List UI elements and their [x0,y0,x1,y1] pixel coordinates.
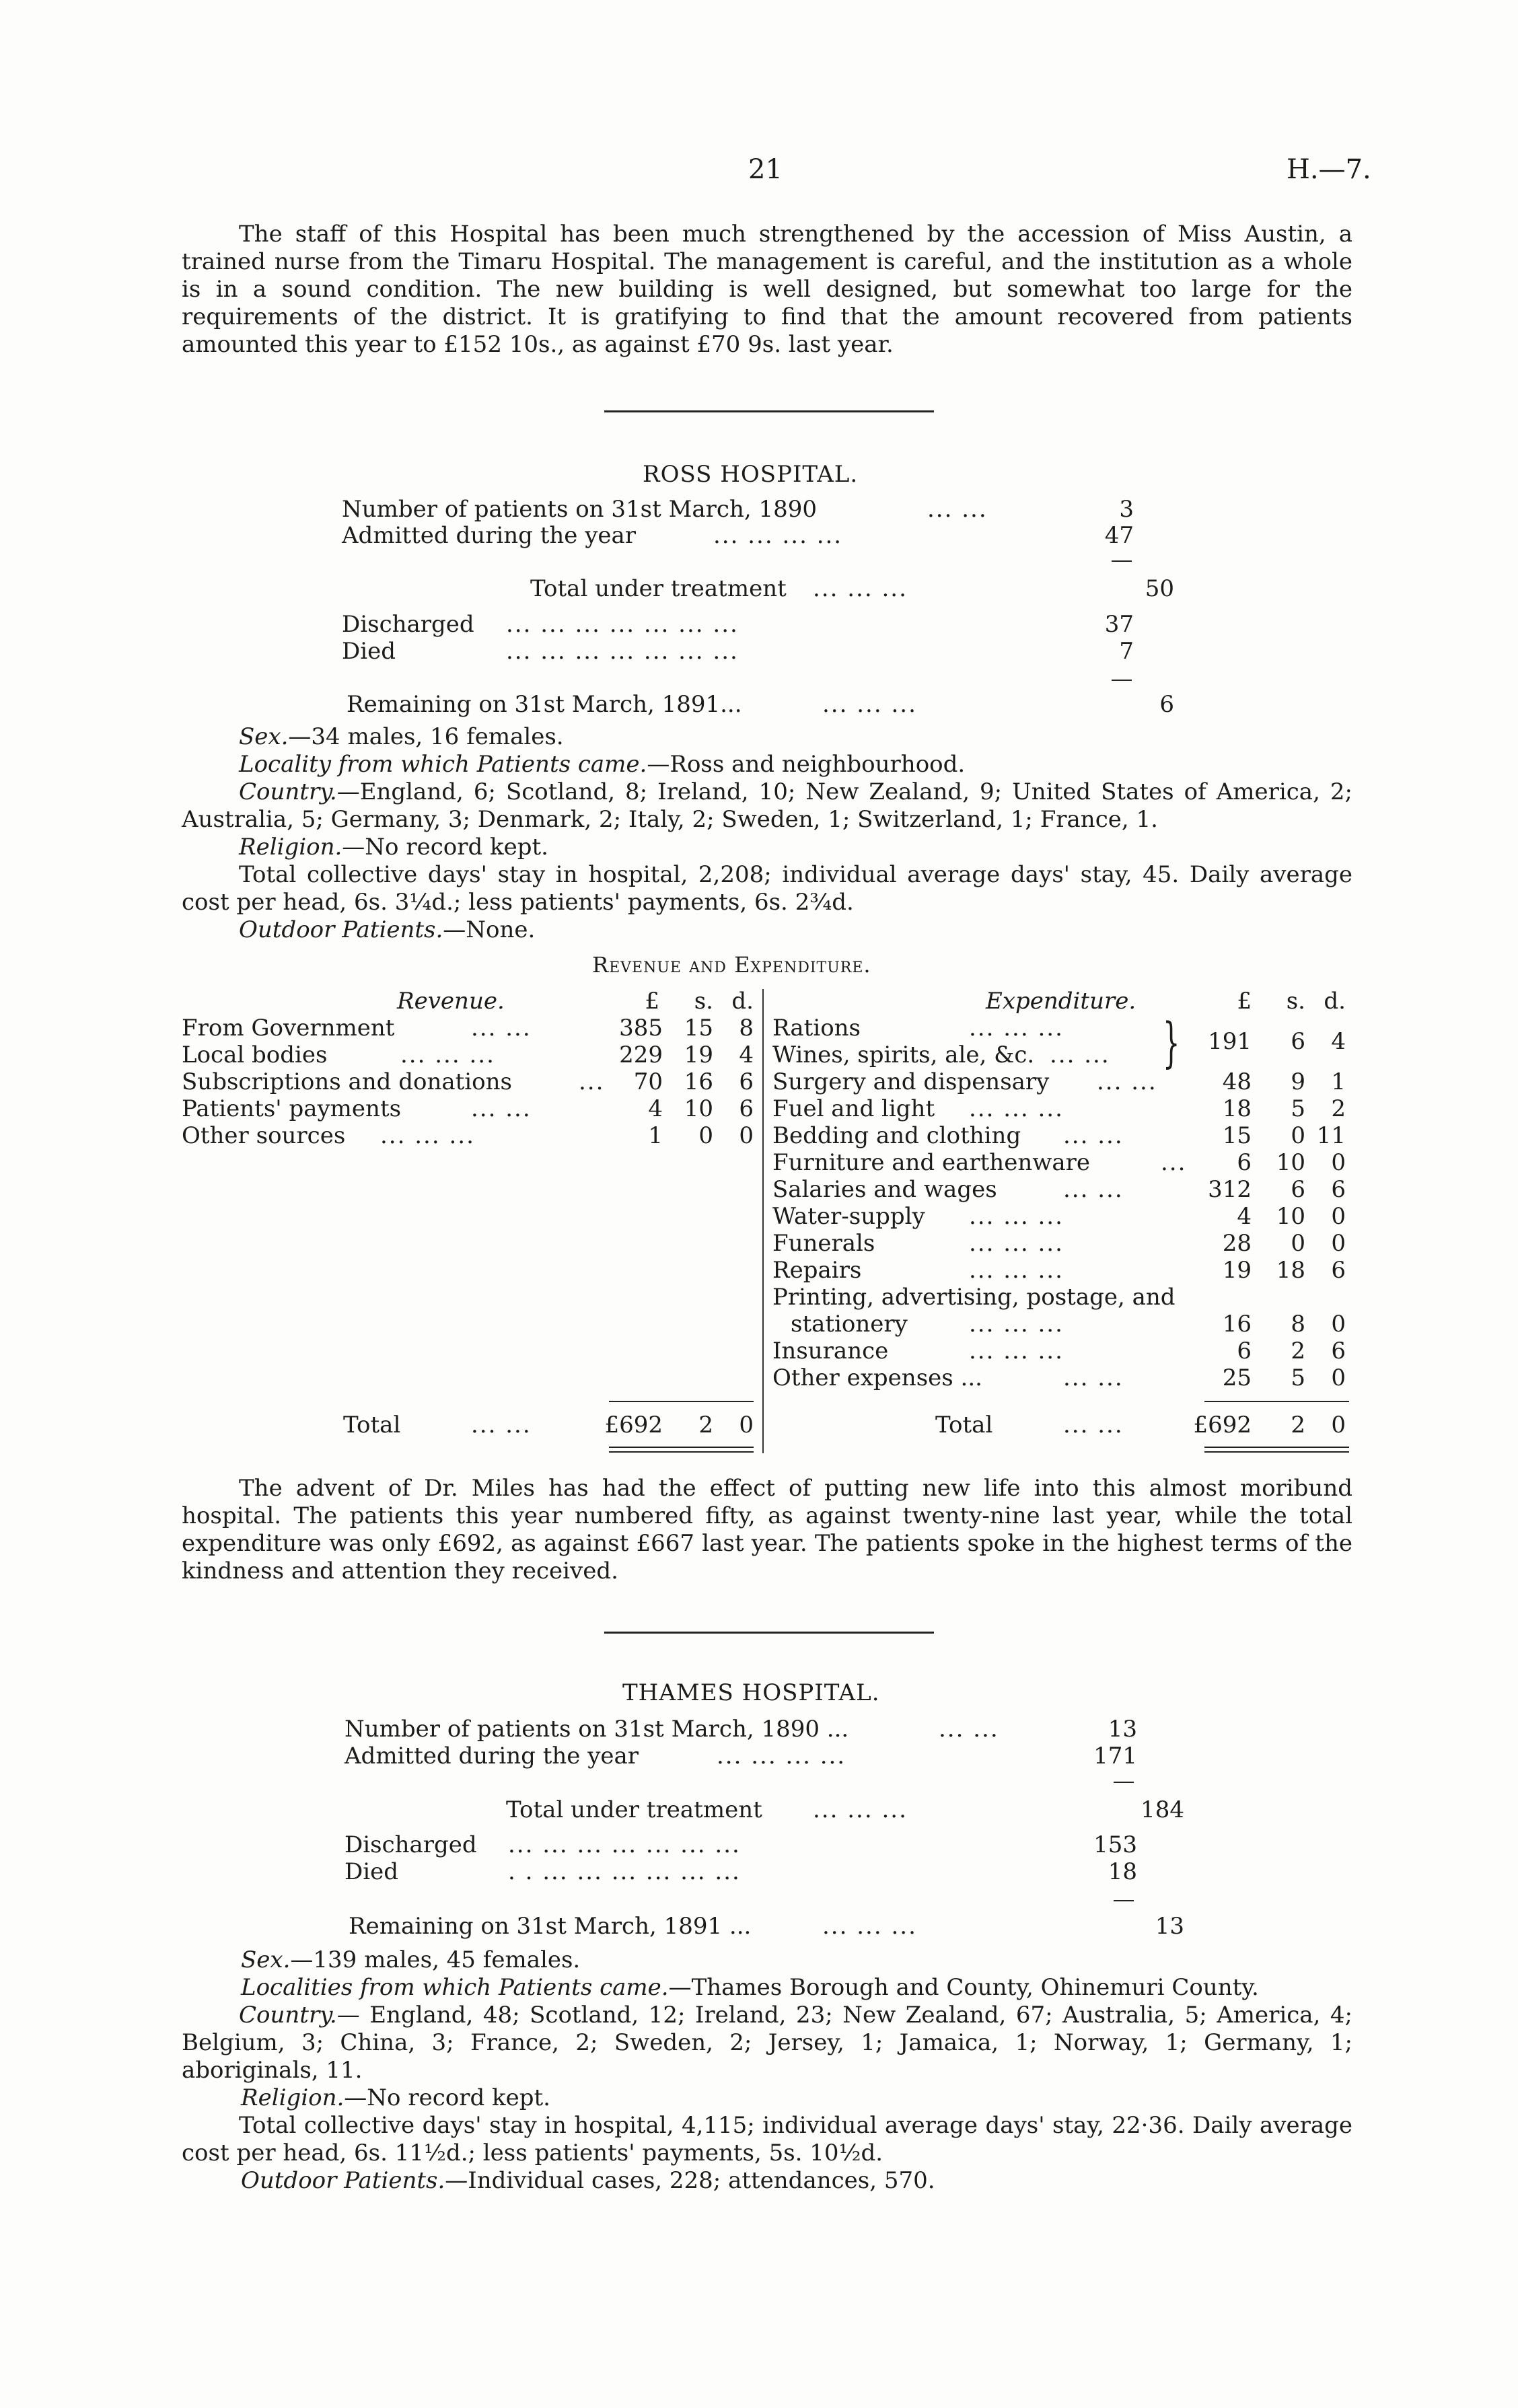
expenditure-label: Salaries and wages [772,1176,997,1203]
col-pence: d. [731,988,754,1015]
revenue-shillings: 16 [684,1068,713,1095]
summary-label: Admitted during the year [342,522,637,549]
intro-paragraph: The staff of this Hospital has been much strengthened by the accession of Miss Austin, a trained nurse from the Timaru Hospital. The management is careful, and the institution as a whole is in a sound condition. The new building is well designed, but somewhat too large for the requirements of the district. It is gratifying to find that the amount recovered from patients amounted this year to £152 10s., as against £70 9s. last year. [182,221,1352,358]
expenditure-total-pounds: £692 [1193,1412,1252,1438]
revenue-pounds: 70 [633,1068,663,1095]
leader-dots: ... ... ... [813,575,908,602]
leader-dots: ... ... [1063,1412,1124,1438]
thames-sex: Sex.—139 males, 45 females. [241,1946,581,1973]
summary-label: Total under treatment [530,575,787,602]
expenditure-shillings: 18 [1276,1257,1305,1284]
revenue-pounds: 1 [648,1122,663,1149]
leader-dots: ... ... ... [969,1338,1064,1364]
summary-label: Discharged [345,1831,477,1858]
summary-value: 3 [1119,496,1134,523]
leader-dots: ... ... [1050,1042,1110,1068]
leader-dots: ... ... [471,1095,532,1122]
ross-comment-paragraph: The advent of Dr. Miles has had the effect of putting new life into this almost moribund hospital. The patients this year numbered fifty, as against twenty-nine last year, while the total expenditure was only £692, as against £667 last year. The patients spoke in the highest terms of the kindness and attention they received. [182,1475,1352,1584]
expenditure-label: Rations [772,1015,861,1042]
double-rule [1204,1447,1349,1448]
thames-religion: Religion.—No record kept. [241,2084,550,2111]
expenditure-total-pence: 0 [1331,1412,1346,1438]
revenue-label: From Government [182,1015,395,1042]
summary-label: Died [342,638,396,665]
thames-locality: Localities from which Patients came.—Thames Borough and County, Ohinemuri County. [241,1974,1259,2001]
summary-value: 50 [1145,575,1174,602]
summary-label: Remaining on 31st March, 1891... [347,691,742,718]
expenditure-label: Furniture and earthenware [772,1149,1090,1176]
ross-sex: Sex.—34 males, 16 females. [239,723,564,750]
summary-label: Number of patients on 31st March, 1890 [342,496,817,523]
column-divider [762,989,764,1453]
leader-dots: ... ... ... [813,1796,908,1823]
col-pounds: £ [1237,988,1252,1015]
rule [1112,680,1132,681]
revenue-pence: 4 [739,1042,754,1068]
expenditure-label: Insurance [772,1338,889,1364]
rule [1114,1900,1134,1901]
rule [1112,560,1132,562]
summary-label: Remaining on 31st March, 1891 ... [349,1913,752,1940]
expenditure-label: Fuel and light [772,1095,935,1122]
expenditure-pence: 6 [1331,1257,1346,1284]
leader-dots: ... ... ... ... [717,1743,846,1769]
expenditure-pounds: 28 [1222,1230,1252,1257]
summary-label: Discharged [342,611,474,638]
leader-dots: ... ... ... [969,1230,1064,1257]
expenditure-shillings: 10 [1276,1149,1305,1176]
leader-dots: ... ... [939,1716,999,1743]
expenditure-shillings: 10 [1276,1203,1305,1230]
leader-dots: ... ... [1063,1364,1124,1391]
expenditure-pounds: 15 [1222,1122,1252,1149]
thames-outdoor: Outdoor Patients.—Individual cases, 228; attendances, 570. [241,2167,935,2194]
summary-value: 7 [1119,638,1134,665]
section-divider [604,1632,934,1634]
summary-value: 6 [1159,691,1174,718]
revenue-pence: 6 [739,1095,754,1122]
expenditure-shillings: 6 [1291,1028,1305,1055]
revenue-shillings: 15 [684,1015,713,1042]
revenue-pounds: 385 [619,1015,663,1042]
expenditure-total-shillings: 2 [1291,1412,1305,1438]
revenue-label: Subscriptions and donations [182,1068,512,1095]
expenditure-label: Bedding and clothing [772,1122,1021,1149]
expenditure-shillings: 2 [1291,1338,1305,1364]
expenditure-pounds: 25 [1222,1364,1252,1391]
brace: } [1163,1011,1180,1074]
summary-value: 18 [1108,1858,1137,1885]
col-shillings: s. [1286,988,1305,1015]
leader-dots: ... ... ... [969,1095,1064,1122]
expenditure-heading: Expenditure. [986,988,1136,1015]
leader-dots: ... ... ... ... ... ... ... [506,611,739,638]
document-reference: H.—7. [1287,154,1371,185]
summary-label: Died [345,1858,399,1885]
summary-value: 153 [1093,1831,1137,1858]
leader-dots: ... ... ... [969,1015,1064,1042]
revenue-pence: 6 [739,1068,754,1095]
expenditure-pence: 2 [1331,1095,1346,1122]
expenditure-pounds: 48 [1222,1068,1252,1095]
double-rule [1204,1451,1349,1453]
leader-dots: . . ... ... ... ... ... ... [508,1858,741,1885]
expenditure-shillings: 5 [1291,1095,1305,1122]
leader-dots: ... [1161,1149,1187,1176]
expenditure-pence: 6 [1331,1176,1346,1203]
expenditure-label: Surgery and dispensary [772,1068,1050,1095]
leader-dots: ... ... ... [400,1042,495,1068]
expenditure-pence: 4 [1331,1028,1346,1055]
summary-value: 47 [1104,522,1134,549]
revenue-total-pounds: £692 [604,1412,663,1438]
leader-dots: ... ... [1097,1068,1157,1095]
revenue-total-label: Total [343,1412,401,1438]
revenue-pounds: 4 [648,1095,663,1122]
expenditure-shillings: 6 [1291,1176,1305,1203]
expenditure-pounds: 6 [1237,1338,1252,1364]
summary-value: 37 [1104,611,1134,638]
leader-dots: ... ... ... [380,1122,475,1149]
expenditure-shillings: 5 [1291,1364,1305,1391]
leader-dots: ... ... [471,1015,532,1042]
ross-hospital-title: ROSS HOSPITAL. [643,461,859,488]
total-rule [1204,1401,1349,1402]
leader-dots: ... ... ... [822,1913,917,1940]
expenditure-label: Water-supply [772,1203,925,1230]
expenditure-pounds: 19 [1222,1257,1252,1284]
revenue-label: Patients' payments [182,1095,402,1122]
revenue-pence: 8 [739,1015,754,1042]
expenditure-shillings: 0 [1291,1122,1305,1149]
expenditure-pence: 0 [1331,1149,1346,1176]
expenditure-pounds: 191 [1208,1028,1252,1055]
summary-label: Number of patients on 31st March, 1890 ... [345,1716,849,1743]
summary-value: 13 [1108,1716,1137,1743]
total-rule [609,1401,754,1402]
expenditure-label: Wines, spirits, ale, &c. [772,1042,1035,1068]
expenditure-pounds: 312 [1208,1176,1252,1203]
revenue-label: Other sources [182,1122,346,1149]
revenue-heading: Revenue. [397,988,505,1015]
leader-dots: ... ... [927,496,988,523]
revenue-total-shillings: 2 [698,1412,713,1438]
expenditure-pounds: 16 [1222,1311,1252,1338]
summary-value: 13 [1155,1913,1184,1940]
expenditure-pence: 0 [1331,1311,1346,1338]
leader-dots: ... ... ... [822,691,917,718]
expenditure-label: stationery [791,1311,908,1338]
ross-locality: Locality from which Patients came.—Ross and neighbourhood. [239,751,966,778]
expenditure-pence: 1 [1331,1068,1346,1095]
summary-label: Total under treatment [506,1796,762,1823]
ross-stay: Total collective days' stay in hospital, 2,208; individual average days' stay, 45. Daily average cost per head, 6s. 3¼d.; less patients' payments, 6s. 2¾d. [182,861,1352,916]
ross-religion: Religion.—No record kept. [239,834,548,861]
leader-dots: ... ... [1063,1176,1124,1203]
expenditure-pounds: 18 [1222,1095,1252,1122]
thames-country: Country.— England, 48; Scotland, 12; Ireland, 23; New Zealand, 67; Australia, 5; America, 4; Belgium, 3; China, 3; France, 2; Sweden, 2; Jersey, 1; Jamaica, 1; Norway, 1; Germany, 1; aboriginals, 11. [182,2002,1352,2084]
leader-dots: ... ... ... [969,1203,1064,1230]
col-shillings: s. [694,988,713,1015]
expenditure-label: Funerals [772,1230,875,1257]
leader-dots: ... ... ... ... ... ... ... [506,638,739,665]
page-number: 21 [748,154,783,185]
expenditure-shillings: 8 [1291,1311,1305,1338]
expenditure-pence: 0 [1331,1364,1346,1391]
rule [1114,1782,1134,1783]
double-rule [609,1451,754,1453]
revenue-expenditure-title: Revenue and Expenditure. [592,952,871,978]
leader-dots: ... ... ... [969,1311,1064,1338]
leader-dots: ... ... [471,1412,532,1438]
ross-outdoor: Outdoor Patients.—None. [239,916,536,943]
revenue-shillings: 10 [684,1095,713,1122]
leader-dots: ... [579,1068,605,1095]
summary-label: Admitted during the year [345,1743,639,1769]
expenditure-pence: 0 [1331,1203,1346,1230]
expenditure-pence: 6 [1331,1338,1346,1364]
expenditure-total-label: Total [935,1412,993,1438]
section-divider [604,410,934,412]
revenue-pounds: 229 [619,1042,663,1068]
leader-dots: ... ... ... [969,1257,1064,1284]
revenue-pence: 0 [739,1122,754,1149]
summary-value: 184 [1141,1796,1184,1823]
thames-stay: Total collective days' stay in hospital, 4,115; individual average days' stay, 22·36. Daily average cost per head, 6s. 11½d.; less patients' payments, 5s. 10½d. [182,2112,1352,2166]
revenue-label: Local bodies [182,1042,328,1068]
expenditure-shillings: 0 [1291,1230,1305,1257]
expenditure-pounds: 4 [1237,1203,1252,1230]
expenditure-label: Repairs [772,1257,862,1284]
leader-dots: ... ... ... ... [713,522,843,549]
col-pence: d. [1324,988,1346,1015]
summary-value: 171 [1093,1743,1137,1769]
col-pounds: £ [645,988,659,1015]
thames-hospital-title: THAMES HOSPITAL. [622,1679,880,1706]
leader-dots: ... ... [1063,1122,1124,1149]
expenditure-pounds: 6 [1237,1149,1252,1176]
expenditure-pence: 11 [1316,1122,1346,1149]
ross-country: Country.—England, 6; Scotland, 8; Ireland, 10; New Zealand, 9; United States of America, 2; Australia, 5; Germany, 3; Denmark, 2; Italy, 2; Sweden, 1; Switzerland, 1; France, 1. [182,778,1352,833]
leader-dots: ... ... ... ... ... ... ... [508,1831,741,1858]
expenditure-label: Other expenses ... [772,1364,982,1391]
double-rule [609,1447,754,1448]
revenue-shillings: 0 [698,1122,713,1149]
revenue-shillings: 19 [684,1042,713,1068]
revenue-total-pence: 0 [739,1412,754,1438]
expenditure-shillings: 9 [1291,1068,1305,1095]
expenditure-label: Printing, advertising, postage, and [772,1284,1176,1311]
expenditure-pence: 0 [1331,1230,1346,1257]
